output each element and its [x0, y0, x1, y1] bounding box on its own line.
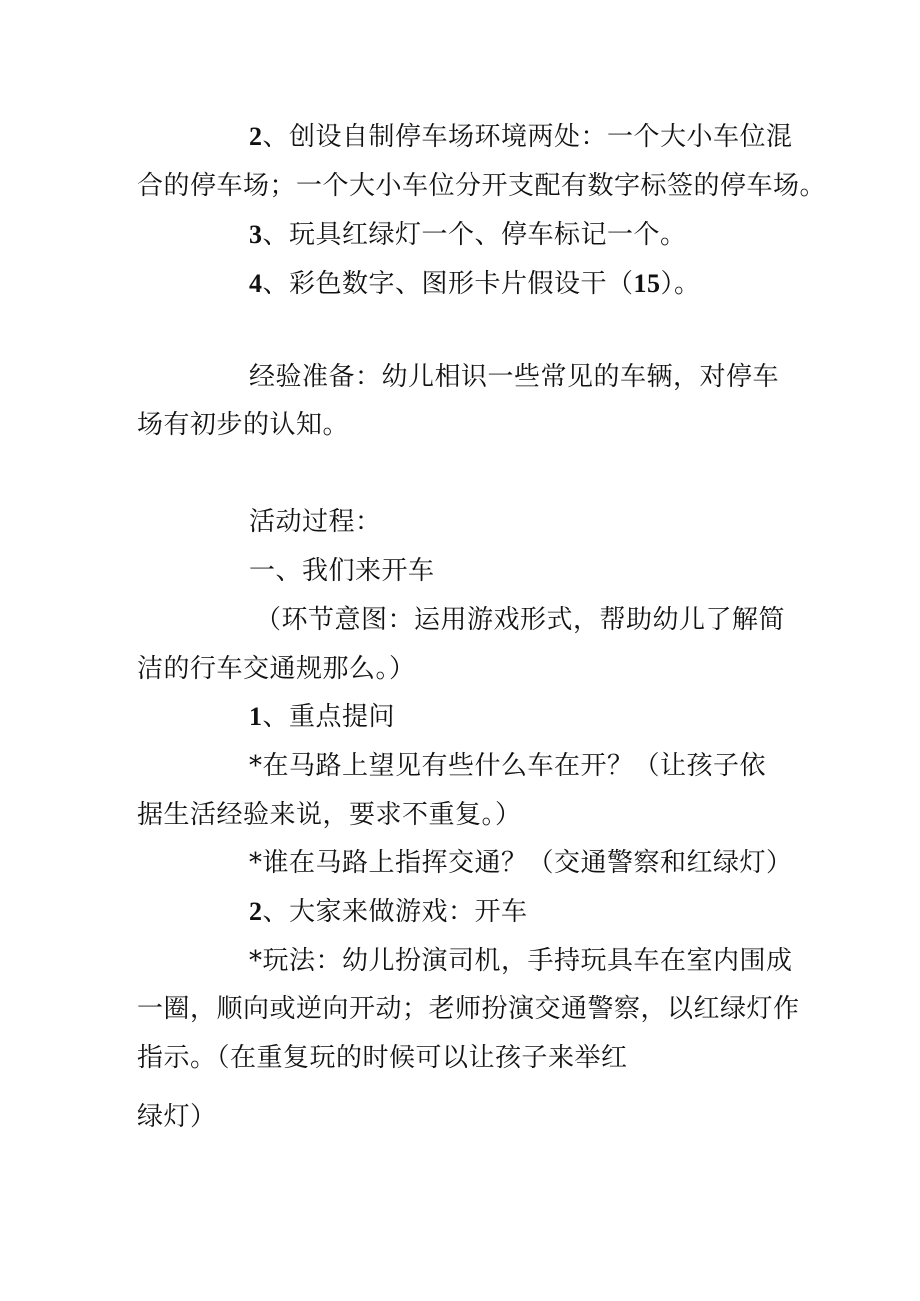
material-item-2-line-1 — [249, 120, 793, 154]
step-number: 2 — [249, 897, 263, 926]
item-number: 4 — [249, 269, 263, 298]
card-count: 15 — [633, 269, 661, 298]
intent-line-2: 洁的行车交通规那么。） — [137, 654, 416, 684]
item-number: 2 — [249, 122, 263, 151]
item-tail: ）。 — [660, 269, 701, 299]
play-rules-line-4: 绿灯） — [137, 1102, 217, 1132]
step-1-title — [249, 700, 395, 734]
step-text: 、大家来做游戏：开车 — [262, 897, 528, 927]
experience-line-1: 经验准备：幼儿相识一些常见的车辆，对停车 — [249, 362, 780, 392]
question-1-line-1: *在马路上望见有些什么车在开？（让孩子依 — [249, 751, 767, 781]
item-text: 、创设自制停车场环境两处：一个大小车位混 — [262, 122, 793, 152]
question-1-line-2: 据生活经验来说，要求不重复。） — [137, 800, 522, 830]
item-text: 、彩色数字、图形卡片假设干（ — [262, 269, 634, 299]
play-rules-line-3: 指示。（在重复玩的时候可以让孩子来举红 — [137, 1043, 628, 1073]
material-item-4 — [249, 267, 701, 301]
intent-line-1: （环节意图：运用游戏形式，帮助幼儿了解简 — [255, 605, 786, 635]
step-2-title — [249, 895, 528, 929]
item-number: 3 — [249, 220, 263, 249]
process-heading: 活动过程： — [249, 507, 382, 537]
item-text: 、玩具红绿灯一个、停车标记一个。 — [262, 220, 687, 250]
play-rules-line-1: *玩法：幼儿扮演司机，手持玩具车在室内围成 — [249, 946, 793, 976]
play-rules-line-2: 一圈，顺向或逆向开动；老师扮演交通警察，以红绿灯作 — [137, 994, 800, 1024]
step-number: 1 — [249, 702, 263, 731]
experience-line-2: 场有初步的认知。 — [137, 410, 350, 440]
material-item-3 — [249, 218, 687, 252]
question-2: *谁在马路上指挥交通？（交通警察和红绿灯） — [249, 848, 793, 878]
material-item-2-line-2: 合的停车场；一个大小车位分开支配有数字标签的停车场。 — [137, 171, 827, 201]
section-1-title: 一、我们来开车 — [249, 556, 435, 586]
step-text: 、重点提问 — [262, 702, 396, 732]
